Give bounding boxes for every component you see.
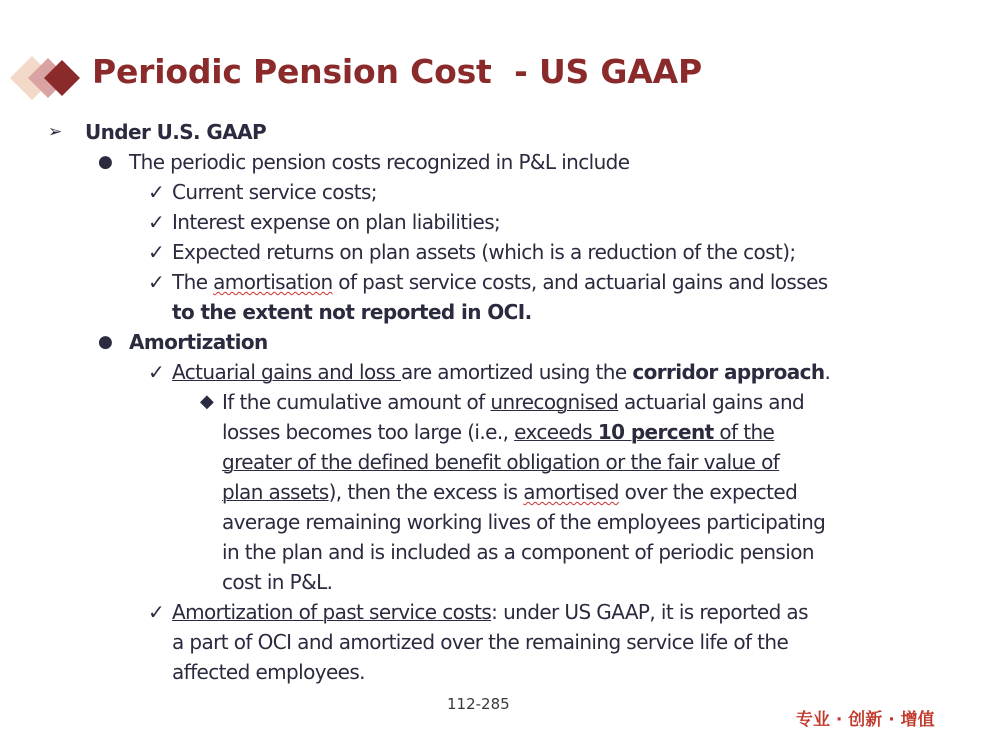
dot-bullet-icon: ● [98, 152, 113, 172]
item-text [172, 267, 828, 297]
arrow-bullet-icon: ➢ [48, 122, 62, 142]
check-icon: ✓ [148, 240, 165, 264]
check-item [0, 597, 981, 627]
diamond-bullet-icon: ◆ [200, 391, 214, 412]
item-text: average remaining working lives of the employees participating [222, 510, 826, 534]
check-item [0, 267, 981, 297]
bullet-text: The periodic pension costs recognized in P&L include [129, 150, 630, 174]
bullet-line [0, 147, 981, 177]
item-text [222, 417, 774, 447]
logo-diamonds [10, 52, 90, 104]
item-text: a part of OCI and amortized over the remaining service life of the [172, 630, 789, 654]
check-item [0, 237, 981, 267]
text-run: Actuarial gains and loss [172, 360, 401, 384]
text-run: are amortized using the [401, 360, 633, 384]
item-text [172, 357, 830, 387]
text-run: unrecognised [490, 390, 619, 414]
text-run: ), then the excess is [328, 480, 524, 504]
text-run: plan assets [222, 480, 329, 504]
brand-footer: 专业 · 创新 · 增值 [796, 710, 935, 730]
check-item [0, 207, 981, 237]
text-run: exceeds [514, 420, 598, 444]
sub-item-continuation [0, 477, 981, 507]
sub-item-continuation [0, 417, 981, 447]
item-text: affected employees. [172, 660, 365, 684]
heading-line [0, 117, 981, 147]
check-icon: ✓ [148, 180, 165, 204]
bullet-line [0, 327, 981, 357]
dot-bullet-icon: ● [98, 332, 113, 352]
text-run: corridor approach [632, 360, 825, 384]
check-icon: ✓ [148, 270, 165, 294]
item-text: Expected returns on plan assets (which is a reduction of the cost); [172, 240, 796, 264]
text-run: 10 percent [597, 420, 714, 444]
text-run: losses becomes too large (i.e., [222, 420, 515, 444]
check-item [0, 357, 981, 387]
sub-item-continuation [0, 567, 981, 597]
text-run: The [172, 270, 214, 294]
sub-item-continuation [0, 537, 981, 567]
check-icon: ✓ [148, 360, 165, 384]
item-text: Current service costs; [172, 180, 377, 204]
check-item [0, 177, 981, 207]
slide-content [0, 117, 981, 687]
page-number: 112-285 [447, 695, 510, 713]
bullet-text: Amortization [129, 330, 268, 354]
item-continuation [0, 297, 981, 327]
slide-title: Periodic Pension Cost - US GAAP [92, 52, 702, 91]
item-text [222, 477, 797, 507]
item-text: in the plan and is included as a component of periodic pension [222, 540, 814, 564]
section-heading: Under U.S. GAAP [85, 120, 267, 144]
sub-item [0, 387, 981, 417]
item-text: to the extent not reported in OCI. [172, 300, 532, 324]
text-run: of past service costs, and actuarial gains and losses [332, 270, 828, 294]
item-continuation [0, 627, 981, 657]
text-run: amortisation [213, 270, 333, 294]
item-text: Interest expense on plan liabilities; [172, 210, 501, 234]
text-run: amortised [523, 480, 619, 504]
text-run: of the [713, 420, 775, 444]
item-text: greater of the defined benefit obligation or the fair value of [222, 450, 780, 474]
text-run: actuarial gains and [618, 390, 805, 414]
sub-item-continuation [0, 447, 981, 477]
check-icon: ✓ [148, 600, 165, 624]
item-text: cost in P&L. [222, 570, 333, 594]
text-run: Amortization of past service costs [172, 600, 492, 624]
item-text [222, 387, 804, 417]
sub-item-continuation [0, 507, 981, 537]
text-run: over the expected [618, 480, 798, 504]
item-continuation [0, 657, 981, 687]
text-run: . [824, 360, 831, 384]
text-run: : under US GAAP, it is reported as [491, 600, 808, 624]
text-run: If the cumulative amount of [222, 390, 491, 414]
check-icon: ✓ [148, 210, 165, 234]
item-text [172, 597, 808, 627]
